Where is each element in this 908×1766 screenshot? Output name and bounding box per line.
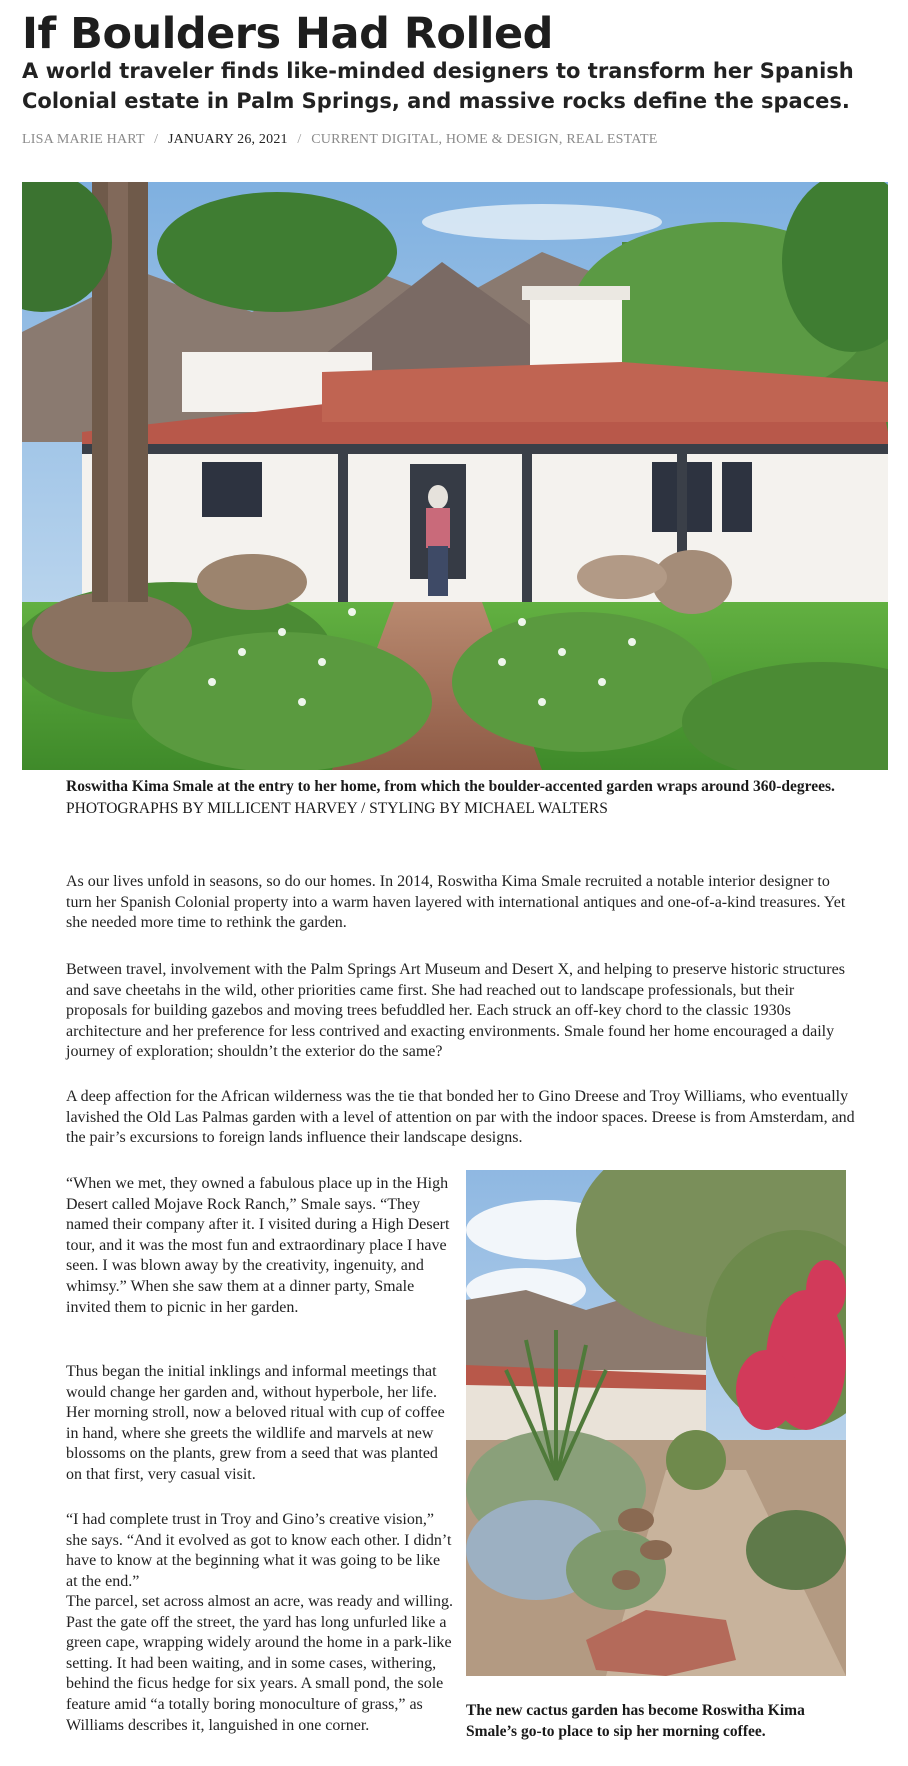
category-separator: , xyxy=(438,132,443,147)
body-paragraph: Between travel, involvement with the Palm Springs Art Museum and Desert X, and helping to preserve historic structures and save cheetahs in the wild, other priorities came first. She had reached out to landscape professionals, but their proposals for building gazebos and moving trees befuddled her. Each struck an off-key chord to the classic 1930s architecture and her preference for less contrived and exacting environments. Smale found her home encouraged a daily journey of exploration; shouldn’t the exterior do the same? xyxy=(66,961,845,1061)
hero-photo xyxy=(22,182,888,770)
byline-separator: / xyxy=(154,132,159,147)
side-photo xyxy=(466,1170,846,1676)
category-link-real-estate[interactable]: REAL ESTATE xyxy=(566,132,658,147)
category-separator: , xyxy=(558,132,563,147)
publish-date: JANUARY 26, 2021 xyxy=(167,132,288,147)
hero-caption-text: Roswitha Kima Smale at the entry to her home, from which the boulder-accented garden wraps around 360-degrees. xyxy=(66,778,835,795)
photo-credit: PHOTOGRAPHS BY MILLICENT HARVEY / STYLING BY MICHAEL WALTERS xyxy=(66,800,608,817)
body-paragraph: A deep affection for the African wilderness was the tie that bonded her to Gino Dreese and Troy Williams, who eventually lavished the Old Las Palmas garden with a level of attention on par with the indoor spaces. Dreese is from Amsterdam, and the pair’s excursions to foreign lands influence their landscape designs. xyxy=(66,1088,855,1147)
article-title: If Boulders Had Rolled xyxy=(22,9,553,59)
column-paragraph: “I had complete trust in Troy and Gino’s creative vision,” she says. “And it evolved as got to know each other. I didn’t have to know at the beginning what it was going to be like at the end.” xyxy=(66,1511,452,1590)
house-photo-icon xyxy=(22,182,888,770)
byline xyxy=(22,132,892,148)
category-link-current-digital[interactable]: CURRENT DIGITAL xyxy=(311,132,439,147)
hero-caption xyxy=(66,776,856,820)
cactus-garden-photo-icon xyxy=(466,1170,846,1676)
column-paragraph: Thus began the initial inklings and informal meetings that would change her garden and, without hyperbole, her life. Her morning stroll, now a beloved ritual with cup of coffee in hand, where she greets the wildlife and marvels at new blossoms on the plants, grew from a seed that was planted on that first, very casual visit. xyxy=(66,1363,445,1483)
side-photo-caption: The new cactus garden has become Roswitha Kima Smale’s go-to place to sip her morning coffee. xyxy=(466,1702,805,1740)
body-paragraph: As our lives unfold in seasons, so do our homes. In 2014, Roswitha Kima Smale recruited a notable interior designer to turn her Spanish Colonial property into a warm haven layered with international antiques and one-of-a-kind treasures. Yet she needed more time to rethink the garden. xyxy=(66,873,846,932)
byline-separator: / xyxy=(297,132,302,147)
column-paragraph: The parcel, set across almost an acre, was ready and willing. Past the gate off the street, the yard has long unfurled like a green cape, wrapping widely around the home in a park-like setting. It had been waiting, and in some cases, withering, behind the ficus hedge for six years. A small pond, the sole feature amid “a totally boring monoculture of grass,” as Williams describes it, languished in one corner. xyxy=(66,1593,453,1734)
author-link[interactable]: LISA MARIE HART xyxy=(22,132,145,147)
category-link-home-design[interactable]: HOME & DESIGN xyxy=(445,132,559,147)
column-paragraph: “When we met, they owned a fabulous place up in the High Desert called Mojave Rock Ranch,” Smale says. “They named their company after it. I visited during a High Desert tour, and it was the most fun and extraordinary place I have seen. I was blown away by the creativity, ingenuity, and whimsy.” When she saw them at a dinner party, Smale invited them to picnic in her garden. xyxy=(66,1175,450,1316)
article-dek: A world traveler finds like-minded designers to transform her Spanish Colonial estate in Palm Springs, and massive rocks define the spaces. xyxy=(22,59,854,113)
